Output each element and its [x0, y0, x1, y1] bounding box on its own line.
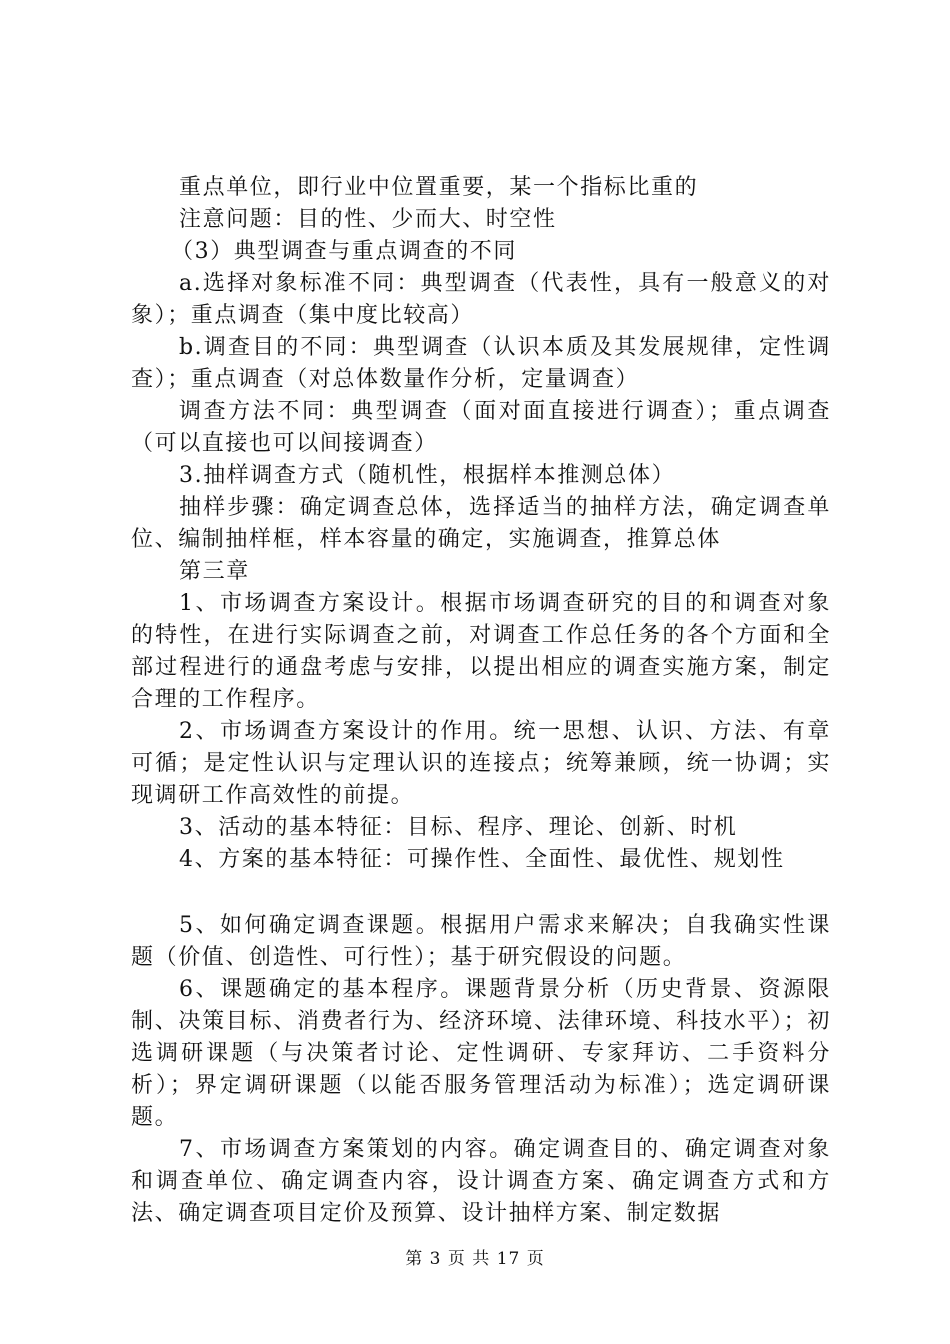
page-number-footer: 第 3 页 共 17 页: [405, 1249, 545, 1269]
paragraph-sampling-survey: 3.抽样调查方式（随机性，根据样本推测总体）: [179, 463, 676, 488]
paragraph-item-3: 3、活动的基本特征：目标、程序、理论、创新、时机: [179, 815, 738, 840]
paragraph-notes: 注意问题：目的性、少而大、时空性: [179, 207, 557, 232]
paragraph-sampling-steps: 抽样步骤：确定调查总体，选择适当的抽样方法，确定调查单位、编制抽样框，样本容量的确定，实施调查，推算总体: [131, 495, 831, 552]
document-body: [131, 172, 831, 1230]
paragraph-item-2: 2、市场调查方案设计的作用。统一思想、认识、方法、有章可循；是定性认识与定理认识的连接点；统筹兼顾，统一协调；实现调研工作高效性的前提。: [131, 719, 831, 808]
paragraph-item-4: 4、方案的基本特征：可操作性、全面性、最优性、规划性: [179, 847, 785, 872]
paragraph-method-difference: 调查方法不同：典型调查（面对面直接进行调查）；重点调查（可以直接也可以间接调查）: [131, 399, 831, 456]
paragraph-key-units: 重点单位，即行业中位置重要，某一个指标比重的: [179, 175, 699, 200]
paragraph-item-7: 7、市场调查方案策划的内容。确定调查目的、确定调查对象和调查单位、确定调查内容，设计调查方案、确定调查方式和方法、确定调查项目定价及预算、设计抽样方案、制定数据: [131, 1137, 831, 1226]
paragraph-typical-vs-key-heading: （3）典型调查与重点调查的不同: [171, 239, 517, 264]
paragraph-item-1: 1、市场调查方案设计。根据市场调查研究的目的和调查对象的特性，在进行实际调查之前，对调查工作总任务的各个方面和全部过程进行的通盘考虑与安排，以提出相应的调查实施方案，制定合理的工作程序。: [131, 591, 831, 712]
paragraph-criteria-difference: a.选择对象标准不同：典型调查（代表性，具有一般意义的对象）；重点调查（集中度比较高）: [131, 271, 831, 328]
paragraph-purpose-difference: b.调查目的不同：典型调查（认识本质及其发展规律，定性调查）；重点调查（对总体数量作分析，定量调查）: [131, 335, 831, 392]
chapter-heading: 第三章: [179, 559, 250, 584]
paragraph-item-6: 6、课题确定的基本程序。课题背景分析（历史背景、资源限制、决策目标、消费者行为、经济环境、法律环境、科技水平）；初选调研课题（与决策者讨论、定性调研、专家拜访、二手资料分析）；界定调研课题（以能否服务管理活动为标准）；选定调研课题。: [131, 977, 831, 1130]
paragraph-item-5: 5、如何确定调查课题。根据用户需求来解决；自我确实性课题（价值、创造性、可行性）；基于研究假设的问题。: [131, 913, 831, 970]
